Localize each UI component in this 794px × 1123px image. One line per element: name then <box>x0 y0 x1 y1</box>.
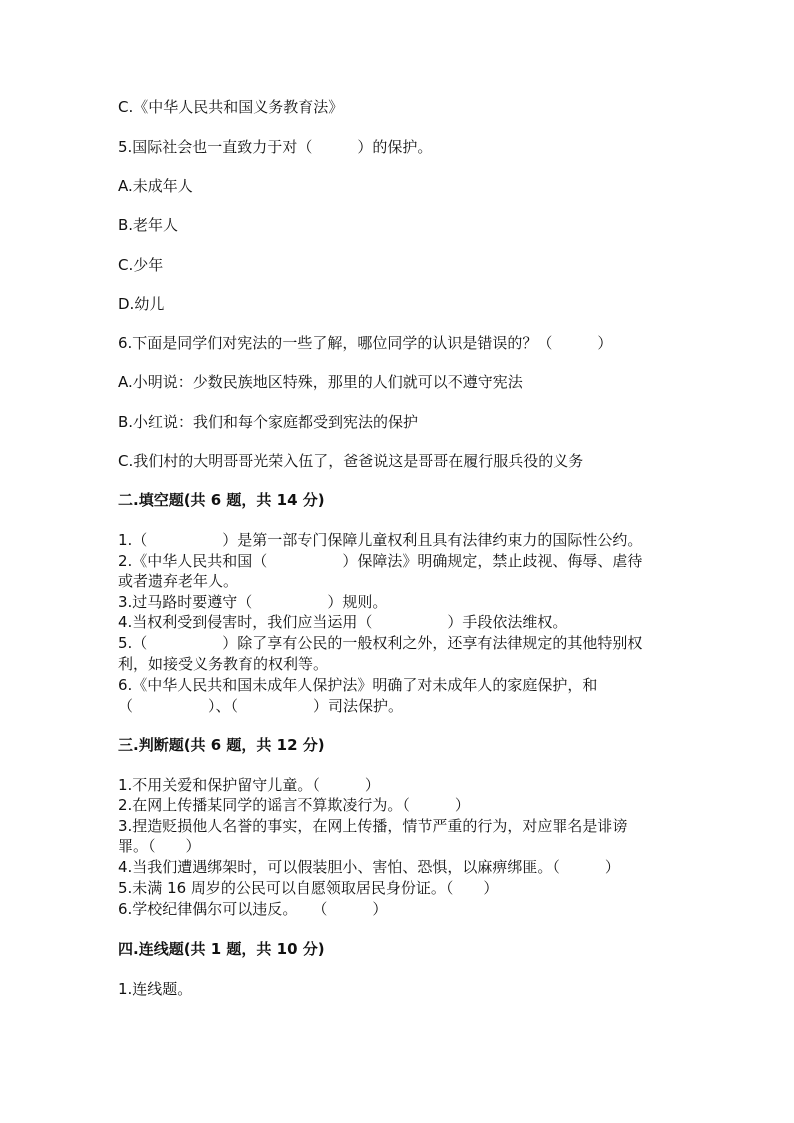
match-line: 1.连线题。 <box>118 980 193 998</box>
q6-option-a: A.小明说：少数民族地区特殊，那里的人们就可以不遵守宪法 <box>118 373 523 391</box>
fill-line: （ ）、（ ）司法保护。 <box>118 697 404 715</box>
fill-line: 1.（ ）是第一部专门保障儿童权利且具有法律约束力的国际性公约。 <box>118 531 643 549</box>
q6-stem: 6.下面是同学们对宪法的一些了解，哪位同学的认识是错误的？（ ） <box>118 334 613 352</box>
q6-option-c: C.我们村的大明哥哥光荣入伍了，爸爸说这是哥哥在履行服兵役的义务 <box>118 452 584 470</box>
judge-line: 4.当我们遭遇绑架时，可以假装胆小、害怕、恐惧，以麻痹绑匪。（ ） <box>118 858 620 876</box>
q5-option-b: B.老年人 <box>118 216 179 234</box>
fill-line: 5.（ ）除了享有公民的一般权利之外，还享有法律规定的其他特别权 <box>118 634 643 652</box>
q5-stem: 5.国际社会也一直致力于对（ ）的保护。 <box>118 138 433 156</box>
q5-option-c: C.少年 <box>118 256 164 274</box>
judge-line: 3.捏造贬损他人名誉的事实，在网上传播，情节严重的行为，对应罪名是诽谤 <box>118 817 628 835</box>
judge-line: 1.不用关爱和保护留守儿童。（ ） <box>118 776 380 794</box>
q5-option-a: A.未成年人 <box>118 177 193 195</box>
fill-line: 利，如接受义务教育的权利等。 <box>118 655 329 673</box>
fill-line: 3.过马路时要遵守（ ）规则。 <box>118 593 388 611</box>
fill-line: 2.《中华人民共和国（ ）保障法》明确规定，禁止歧视、侮辱、虐待 <box>118 552 643 570</box>
fill-line: 6.《中华人民共和国未成年人保护法》明确了对未成年人的家庭保护，和 <box>118 676 598 694</box>
fill-section-heading: 二.填空题(共 6 题，共 14 分) <box>118 491 325 509</box>
q4-option-c: C.《中华人民共和国义务教育法》 <box>118 98 344 116</box>
judge-line: 2.在网上传播某同学的谣言不算欺凌行为。（ ） <box>118 796 470 814</box>
judge-line: 6.学校纪律偶尔可以违反。 （ ） <box>118 900 388 918</box>
judge-line: 5.未满 16 周岁的公民可以自愿领取居民身份证。（ ） <box>118 879 499 897</box>
q6-option-b: B.小红说：我们和每个家庭都受到宪法的保护 <box>118 413 419 431</box>
fill-line: 或者遗弃老年人。 <box>118 572 239 590</box>
judge-line: 罪。（ ） <box>118 837 201 855</box>
match-section-heading: 四.连线题(共 1 题，共 10 分) <box>118 940 325 958</box>
judge-section-heading: 三.判断题(共 6 题，共 12 分) <box>118 736 325 754</box>
fill-line: 4.当权利受到侵害时，我们应当运用（ ）手段依法维权。 <box>118 613 568 631</box>
q5-option-d: D.幼儿 <box>118 295 165 313</box>
